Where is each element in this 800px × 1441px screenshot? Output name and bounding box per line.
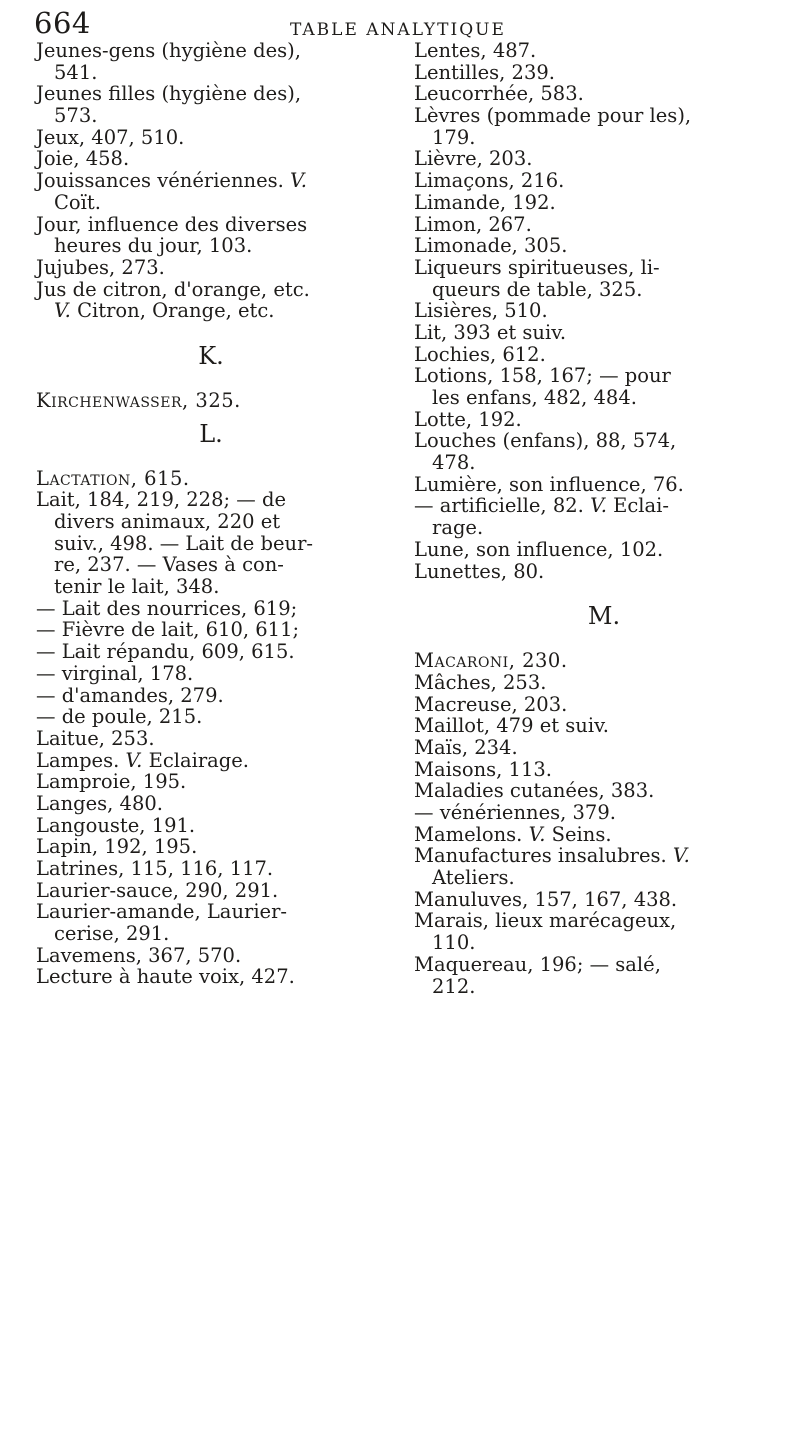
- index-entry: Laurier-amande, Laurier-: [36, 900, 288, 924]
- cross-reference-marker: V.: [54, 299, 71, 323]
- index-entry: Jeux, 407, 510.: [36, 125, 185, 149]
- index-entry-continuation: 573.: [54, 104, 98, 128]
- index-entry: Lactation, 615.: [36, 466, 190, 490]
- index-entry: Maillot, 479 et suiv.: [414, 714, 609, 738]
- index-entry: — Lait des nourrices, 619;: [36, 596, 298, 620]
- index-entry: Lavemens, 367, 570.: [36, 943, 242, 967]
- cross-reference-marker: V.: [528, 822, 546, 846]
- index-entry: Lapin, 192, 195.: [36, 835, 198, 859]
- index-entry: Macreuse, 203.: [414, 692, 568, 716]
- index-entry: — Fièvre de lait, 610, 611;: [36, 618, 300, 642]
- index-entry: Lotions, 158, 167; — pour: [414, 364, 671, 388]
- cross-reference-marker: V.: [672, 844, 690, 868]
- index-entry: Marais, lieux marécageux,: [414, 909, 677, 933]
- index-entry: Laitue, 253.: [36, 726, 155, 750]
- index-entry: [36, 750, 386, 772]
- index-entry: Jus de citron, d'orange, etc.: [36, 277, 310, 301]
- index-entry: Lecture à haute voix, 427.: [36, 965, 295, 989]
- index-entry: Lèvres (pommade pour les),: [414, 104, 692, 128]
- index-entry: Langouste, 191.: [36, 813, 196, 837]
- entry-text: Jouissances vénériennes.: [36, 169, 284, 193]
- page-number: 664: [34, 6, 91, 40]
- index-entry: Jour, influence des diverses: [36, 212, 308, 236]
- cross-reference-marker: V.: [125, 748, 143, 772]
- index-entry: Lotte, 192.: [414, 407, 522, 431]
- index-entry: Maladies cutanées, 383.: [414, 779, 655, 803]
- cross-reference-marker: V.: [590, 494, 607, 518]
- index-entry: Jeunes filles (hygiène des),: [36, 82, 302, 106]
- index-entry-continuation: suiv., 498. — Lait de beur-: [54, 531, 313, 555]
- index-entry: Lisières, 510.: [414, 299, 548, 323]
- index-entry: Jeunes-gens (hygiène des),: [36, 39, 301, 62]
- index-entry-continuation: 478.: [432, 451, 476, 475]
- cross-reference-marker: V.: [290, 169, 307, 193]
- entry-text: Seins.: [551, 822, 612, 846]
- index-entry: Maïs, 234.: [414, 735, 518, 759]
- index-entry: [414, 845, 794, 867]
- index-entry: Lunettes, 80.: [414, 559, 545, 583]
- index-entry: [36, 170, 386, 192]
- index-entry: Lamproie, 195.: [36, 770, 187, 794]
- section-letter-k: K.: [198, 341, 224, 370]
- index-entry-continuation: re, 237. — Vases à con-: [54, 553, 284, 577]
- index-entry-continuation: heures du jour, 103.: [54, 234, 253, 258]
- index-entry: Louches (enfans), 88, 574,: [414, 429, 677, 453]
- index-entry: Maquereau, 196; — salé,: [414, 952, 661, 976]
- index-entry: Latrines, 115, 116, 117.: [36, 857, 274, 880]
- index-entry: Joie, 458.: [36, 147, 130, 171]
- index-entry-continuation: 541.: [54, 60, 98, 84]
- index-entry-continuation: 212.: [432, 974, 476, 998]
- index-entry: Langes, 480.: [36, 791, 163, 815]
- entry-text: Manufactures insalubres.: [414, 844, 667, 868]
- index-entry: Limon, 267.: [414, 212, 532, 236]
- index-entry: — vénériennes, 379.: [414, 801, 616, 824]
- index-entry: — de poule, 215.: [36, 705, 203, 729]
- entry-text: Eclai-: [613, 494, 669, 518]
- index-entry-continuation: tenir le lait, 348.: [54, 575, 220, 599]
- index-entry: — virginal, 178.: [36, 661, 194, 685]
- index-entry: — Lait répandu, 609, 615.: [36, 640, 295, 664]
- index-entry-continuation: 110.: [432, 931, 476, 955]
- index-entry: Lait, 184, 219, 228; — de: [36, 488, 286, 512]
- index-entry-continuation: rage.: [432, 516, 484, 540]
- index-entry: Maisons, 113.: [414, 757, 552, 781]
- index-entry: Limaçons, 216.: [414, 169, 565, 193]
- section-letter-m: M.: [587, 602, 621, 631]
- index-entry: Mâches, 253.: [414, 670, 547, 694]
- index-entry: Lune, son influence, 102.: [414, 537, 664, 561]
- index-entry-continuation: cerise, 291.: [54, 922, 170, 946]
- index-entry-continuation: [36, 300, 386, 322]
- index-entry: [414, 824, 794, 846]
- index-entry: Lièvre, 203.: [414, 147, 533, 171]
- index-entry: Jujubes, 273.: [36, 255, 165, 279]
- index-entry: Lit, 393 et suiv.: [414, 320, 567, 344]
- entry-text: Eclairage.: [148, 748, 250, 772]
- index-entry-continuation: Ateliers.: [432, 866, 515, 890]
- index-entry: [414, 495, 794, 517]
- index-column-right: [414, 40, 794, 997]
- index-entry: Laurier-sauce, 290, 291.: [36, 878, 279, 902]
- index-entry: Limonade, 305.: [414, 234, 568, 258]
- index-entry: Lumière, son influence, 76.: [414, 472, 684, 496]
- entry-text: — artificielle, 82.: [414, 494, 584, 518]
- index-entry: Macaroni, 230.: [414, 649, 568, 673]
- index-entry: Limande, 192.: [414, 190, 556, 214]
- index-entry-continuation: 179.: [432, 125, 476, 149]
- index-entry: Lentes, 487.: [414, 39, 537, 62]
- index-entry: Manuluves, 157, 167, 438.: [414, 887, 678, 911]
- index-entry: — d'amandes, 279.: [36, 683, 224, 707]
- entry-text: Lampes.: [36, 748, 120, 772]
- section-letter-l: L.: [199, 419, 223, 448]
- index-column-left: [36, 40, 386, 988]
- entry-text: Mamelons.: [414, 822, 523, 846]
- index-entry: Leucorrhée, 583.: [414, 82, 584, 106]
- index-entry: Lentilles, 239.: [414, 60, 555, 84]
- index-entry: Kirchenwasser, 325.: [36, 388, 241, 412]
- index-entry-continuation: divers animaux, 220 et: [54, 510, 281, 533]
- index-entry-continuation: Coït.: [54, 190, 101, 214]
- index-entry-continuation: queurs de table, 325.: [432, 277, 643, 301]
- index-entry-continuation: les enfans, 482, 484.: [432, 386, 637, 409]
- index-entry: Lochies, 612.: [414, 342, 546, 366]
- index-entry: Liqueurs spiritueuses, li-: [414, 255, 660, 279]
- running-head: TABLE ANALYTIQUE: [290, 20, 506, 40]
- entry-text: Citron, Orange, etc.: [77, 299, 275, 323]
